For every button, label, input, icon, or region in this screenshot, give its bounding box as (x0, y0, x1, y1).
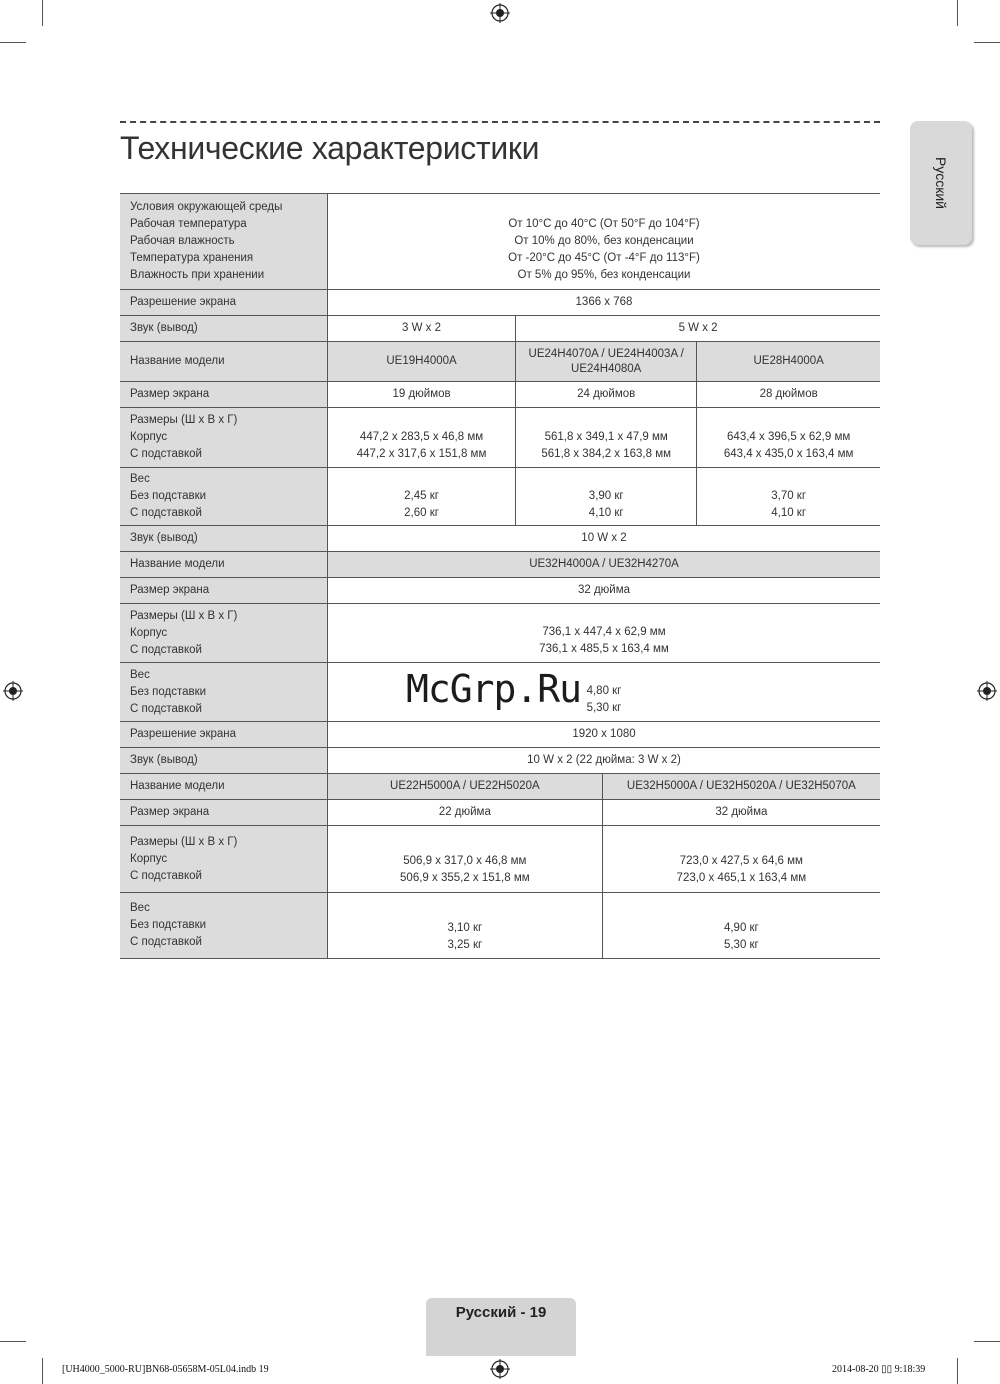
watermark: McGrp.Ru (406, 667, 582, 711)
row-label: Вес Без подставки С подставкой (120, 468, 327, 526)
table-cell: 3,10 кг 3,25 кг (327, 893, 602, 959)
row-label: Размер экрана (120, 578, 327, 604)
table-cell: 28 дюймов (697, 382, 880, 408)
table-cell: 32 дюйма (602, 800, 880, 826)
table-cell: 32 дюйма (327, 578, 880, 604)
language-tab-label: Русский (933, 157, 949, 209)
crop-mark (974, 1341, 1000, 1342)
row-label: Название модели (120, 552, 327, 578)
table-row (120, 290, 880, 316)
table-cell: 4,90 кг 5,30 кг (602, 893, 880, 959)
table-cell: UE22H5000A / UE22H5020A (327, 774, 602, 800)
table-row (120, 774, 880, 800)
row-label: Звук (вывод) (120, 748, 327, 774)
crop-mark (974, 42, 1000, 43)
table-row (120, 800, 880, 826)
table-cell: UE32H5000A / UE32H5020A / UE32H5070A (602, 774, 880, 800)
table-cell: 447,2 x 283,5 x 46,8 мм 447,2 x 317,6 x 151,8 мм (327, 408, 515, 468)
table-cell: 3 W x 2 (327, 316, 515, 342)
table-cell: 1366 x 768 (327, 290, 880, 316)
table-cell: 3,90 кг 4,10 кг (516, 468, 697, 526)
registration-mark-icon (490, 1359, 510, 1379)
table-row (120, 722, 880, 748)
row-label: Разрешение экрана (120, 722, 327, 748)
table-cell: 1920 x 1080 (327, 722, 880, 748)
table-row (120, 342, 880, 382)
table-row (120, 408, 880, 468)
table-row (120, 194, 880, 290)
row-label: Звук (вывод) (120, 316, 327, 342)
footer-page-tab (426, 1298, 576, 1356)
table-cell: 10 W x 2 (327, 526, 880, 552)
row-label: Разрешение экрана (120, 290, 327, 316)
crop-mark (957, 1358, 958, 1384)
row-label: Размеры (Ш x В x Г) Корпус С подставкой (120, 408, 327, 468)
table-cell: UE24H4070A / UE24H4003A / UE24H4080A (516, 342, 697, 382)
row-label: Условия окружающей среды Рабочая температура Рабочая влажность Температура хранения Влажность при хранении (120, 194, 327, 290)
table-row (120, 316, 880, 342)
spec-table (120, 193, 880, 959)
table-row (120, 382, 880, 408)
crop-mark (0, 42, 26, 43)
table-cell: 19 дюймов (327, 382, 515, 408)
table-cell: 506,9 x 317,0 x 46,8 мм 506,9 x 355,2 x 151,8 мм (327, 826, 602, 893)
registration-mark-icon (977, 681, 997, 701)
language-tab (910, 121, 972, 245)
table-cell: 561,8 x 349,1 x 47,9 мм 561,8 x 384,2 x 163,8 мм (516, 408, 697, 468)
table-row (120, 552, 880, 578)
registration-mark-icon (490, 3, 510, 23)
table-row (120, 893, 880, 959)
table-cell: 643,4 x 396,5 x 62,9 мм 643,4 x 435,0 x 163,4 мм (697, 408, 880, 468)
table-cell: UE32H4000A / UE32H4270A (327, 552, 880, 578)
title-dashed-rule (120, 121, 880, 123)
table-cell: От 10°C до 40°C (От 50°F до 104°F) От 10% до 80%, без конденсации От -20°C до 45°C (От -4°F до 113°F) От 5% до 95%, без конденсации (327, 194, 880, 290)
table-row (120, 826, 880, 893)
page-title: Технические характеристики (120, 130, 540, 166)
registration-mark-icon (3, 681, 23, 701)
crop-mark (0, 1341, 26, 1342)
table-cell: UE19H4000A (327, 342, 515, 382)
table-cell: 5 W x 2 (516, 316, 880, 342)
row-label: Название модели (120, 342, 327, 382)
table-cell: 22 дюйма (327, 800, 602, 826)
print-slug-date: 2014-08-20 ▯▯ 9:18:39 (832, 1364, 926, 1375)
table-cell: 723,0 x 427,5 x 64,6 мм 723,0 x 465,1 x 163,4 мм (602, 826, 880, 893)
row-label: Размер экрана (120, 800, 327, 826)
table-row (120, 578, 880, 604)
crop-mark (42, 1358, 43, 1384)
table-cell: 24 дюймов (516, 382, 697, 408)
table-cell: 4,80 кг 5,30 кг (327, 663, 880, 722)
row-label: Размер экрана (120, 382, 327, 408)
table-cell: 2,45 кг 2,60 кг (327, 468, 515, 526)
table-cell: 10 W x 2 (22 дюйма: 3 W x 2) (327, 748, 880, 774)
row-label: Размеры (Ш x В x Г) Корпус С подставкой (120, 604, 327, 663)
table-cell: 3,70 кг 4,10 кг (697, 468, 880, 526)
row-label: Название модели (120, 774, 327, 800)
print-slug-file: [UH4000_5000-RU]BN68-05658M-05L04.indb 19 (62, 1364, 269, 1375)
footer-page-label: Русский - 19 (455, 1304, 547, 1321)
table-cell: UE28H4000A (697, 342, 880, 382)
table-cell: 736,1 x 447,4 x 62,9 мм 736,1 x 485,5 x 163,4 мм (327, 604, 880, 663)
table-row (120, 468, 880, 526)
crop-mark (957, 0, 958, 26)
row-label: Вес Без подставки С подставкой (120, 893, 327, 959)
row-label: Вес Без подставки С подставкой (120, 663, 327, 722)
crop-mark (42, 0, 43, 26)
table-row (120, 748, 880, 774)
table-row (120, 604, 880, 663)
table-row (120, 526, 880, 552)
row-label: Звук (вывод) (120, 526, 327, 552)
row-label: Размеры (Ш x В x Г) Корпус С подставкой (120, 826, 327, 893)
